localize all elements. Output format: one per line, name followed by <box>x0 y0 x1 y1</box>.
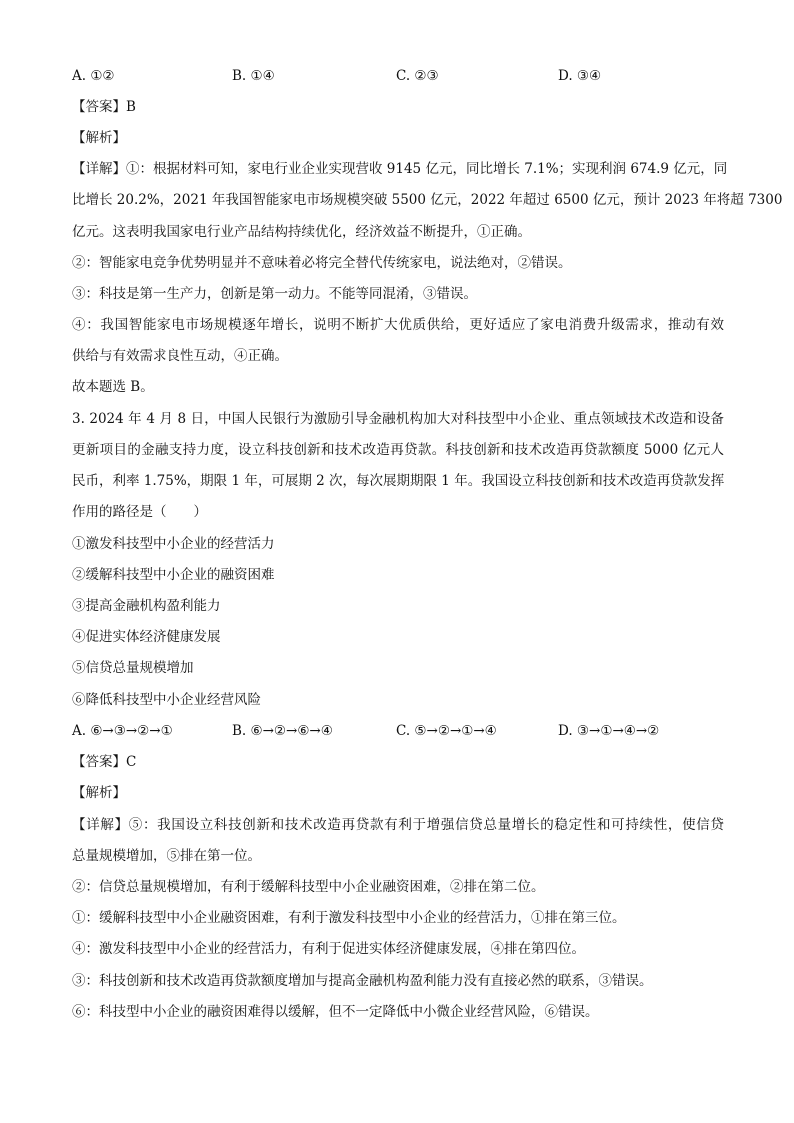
q2-conclusion: 故本题选 B。 <box>72 379 154 395</box>
q2-detail-line: 比增长 20.2%，2021 年我国智能家电市场规模突破 5500 亿元，2022 年超过 6500 亿元，预计 2023 年将超 7300 <box>72 192 783 208</box>
q2-detail-line: 亿元。这表明我国家电行业产品结构持续优化，经济效益不断提升，①正确。 <box>72 224 531 240</box>
q3-answer: 【答案】C <box>72 754 137 770</box>
q3-detail-line: ⑥：科技型中小企业的融资困难得以缓解，但不一定降低中小微企业经营风险，⑥错误。 <box>72 1004 599 1020</box>
q3-stem-line: 3. 2024 年 4 月 8 日，中国人民银行为激励引导金融机构加大对科技型中小企业、重点领域技术改造和设备 <box>72 411 724 427</box>
q3-detail-line: ①：缓解科技型中小企业融资困难，有利于激发科技型中小企业的经营活力，①排在第三位。 <box>72 910 626 926</box>
q2-option-b: B. ①④ <box>232 68 275 84</box>
q2-option-c: C. ②③ <box>396 68 439 84</box>
q3-options <box>72 721 732 741</box>
q3-item: ⑤信贷总量规模增加 <box>72 660 194 676</box>
q3-detail-line: ③：科技创新和技术改造再贷款额度增加与提高金融机构盈利能力没有直接必然的联系，③错误。 <box>72 973 653 989</box>
q2-detail-line: 供给与有效需求良性互动，④正确。 <box>72 348 288 364</box>
q2-detail-line: 【详解】①：根据材料可知，家电行业企业实现营收 9145 亿元，同比增长 7.1%；实现利润 674.9 亿元，同 <box>72 161 728 177</box>
q3-detail-line: 总量规模增加，⑤排在第一位。 <box>72 848 261 864</box>
q3-item: ①激发科技型中小企业的经营活力 <box>72 536 275 552</box>
q2-option-a: A. ①② <box>72 68 115 84</box>
q3-option-c: C. ⑤→②→①→④ <box>396 723 497 739</box>
q2-option-d: D. ③④ <box>558 68 602 84</box>
q3-item: ②缓解科技型中小企业的融资困难 <box>72 567 275 583</box>
q3-detail-line: ②：信贷总量规模增加，有利于缓解科技型中小企业融资困难，②排在第二位。 <box>72 879 545 895</box>
q2-detail-line: ②：智能家电竞争优势明显并不意味着必将完全替代传统家电，说法绝对，②错误。 <box>72 255 572 271</box>
q2-detail-line: ③：科技是第一生产力，创新是第一动力。不能等同混淆，③错误。 <box>72 286 477 302</box>
q3-analysis-heading: 【解析】 <box>72 785 126 801</box>
q3-item: ③提高金融机构盈利能力 <box>72 598 221 614</box>
q2-answer: 【答案】B <box>72 99 136 115</box>
q3-option-d: D. ③→①→④→② <box>558 723 660 739</box>
q3-option-b: B. ⑥→②→⑥→④ <box>232 723 333 739</box>
q3-stem-line: 民币，利率 1.75%，期限 1 年，可展期 2 次，每次展期期限 1 年。我国设立科技创新和技术改造再贷款发挥 <box>72 473 725 489</box>
q3-stem-line: 更新项目的金融支持力度，设立科技创新和技术改造再贷款。科技创新和技术改造再贷款额度 5000 亿元人 <box>72 442 724 458</box>
q3-item: ④促进实体经济健康发展 <box>72 629 221 645</box>
q2-options <box>72 66 732 86</box>
q3-detail-line: 【详解】⑤：我国设立科技创新和技术改造再贷款有利于增强信贷总量增长的稳定性和可持续性，使信贷 <box>72 817 724 833</box>
q3-stem-line: 作用的路径是（ ） <box>72 504 207 520</box>
q3-detail-line: ④：激发科技型中小企业的经营活力，有利于促进实体经济健康发展，④排在第四位。 <box>72 941 585 957</box>
q2-detail-line: ④：我国智能家电市场规模逐年增长，说明不断扩大优质供给，更好适应了家电消费升级需求，推动有效 <box>72 317 724 333</box>
q3-option-a: A. ⑥→③→②→① <box>72 723 173 739</box>
q2-analysis-heading: 【解析】 <box>72 130 126 146</box>
q3-item: ⑥降低科技型中小企业经营风险 <box>72 692 261 708</box>
